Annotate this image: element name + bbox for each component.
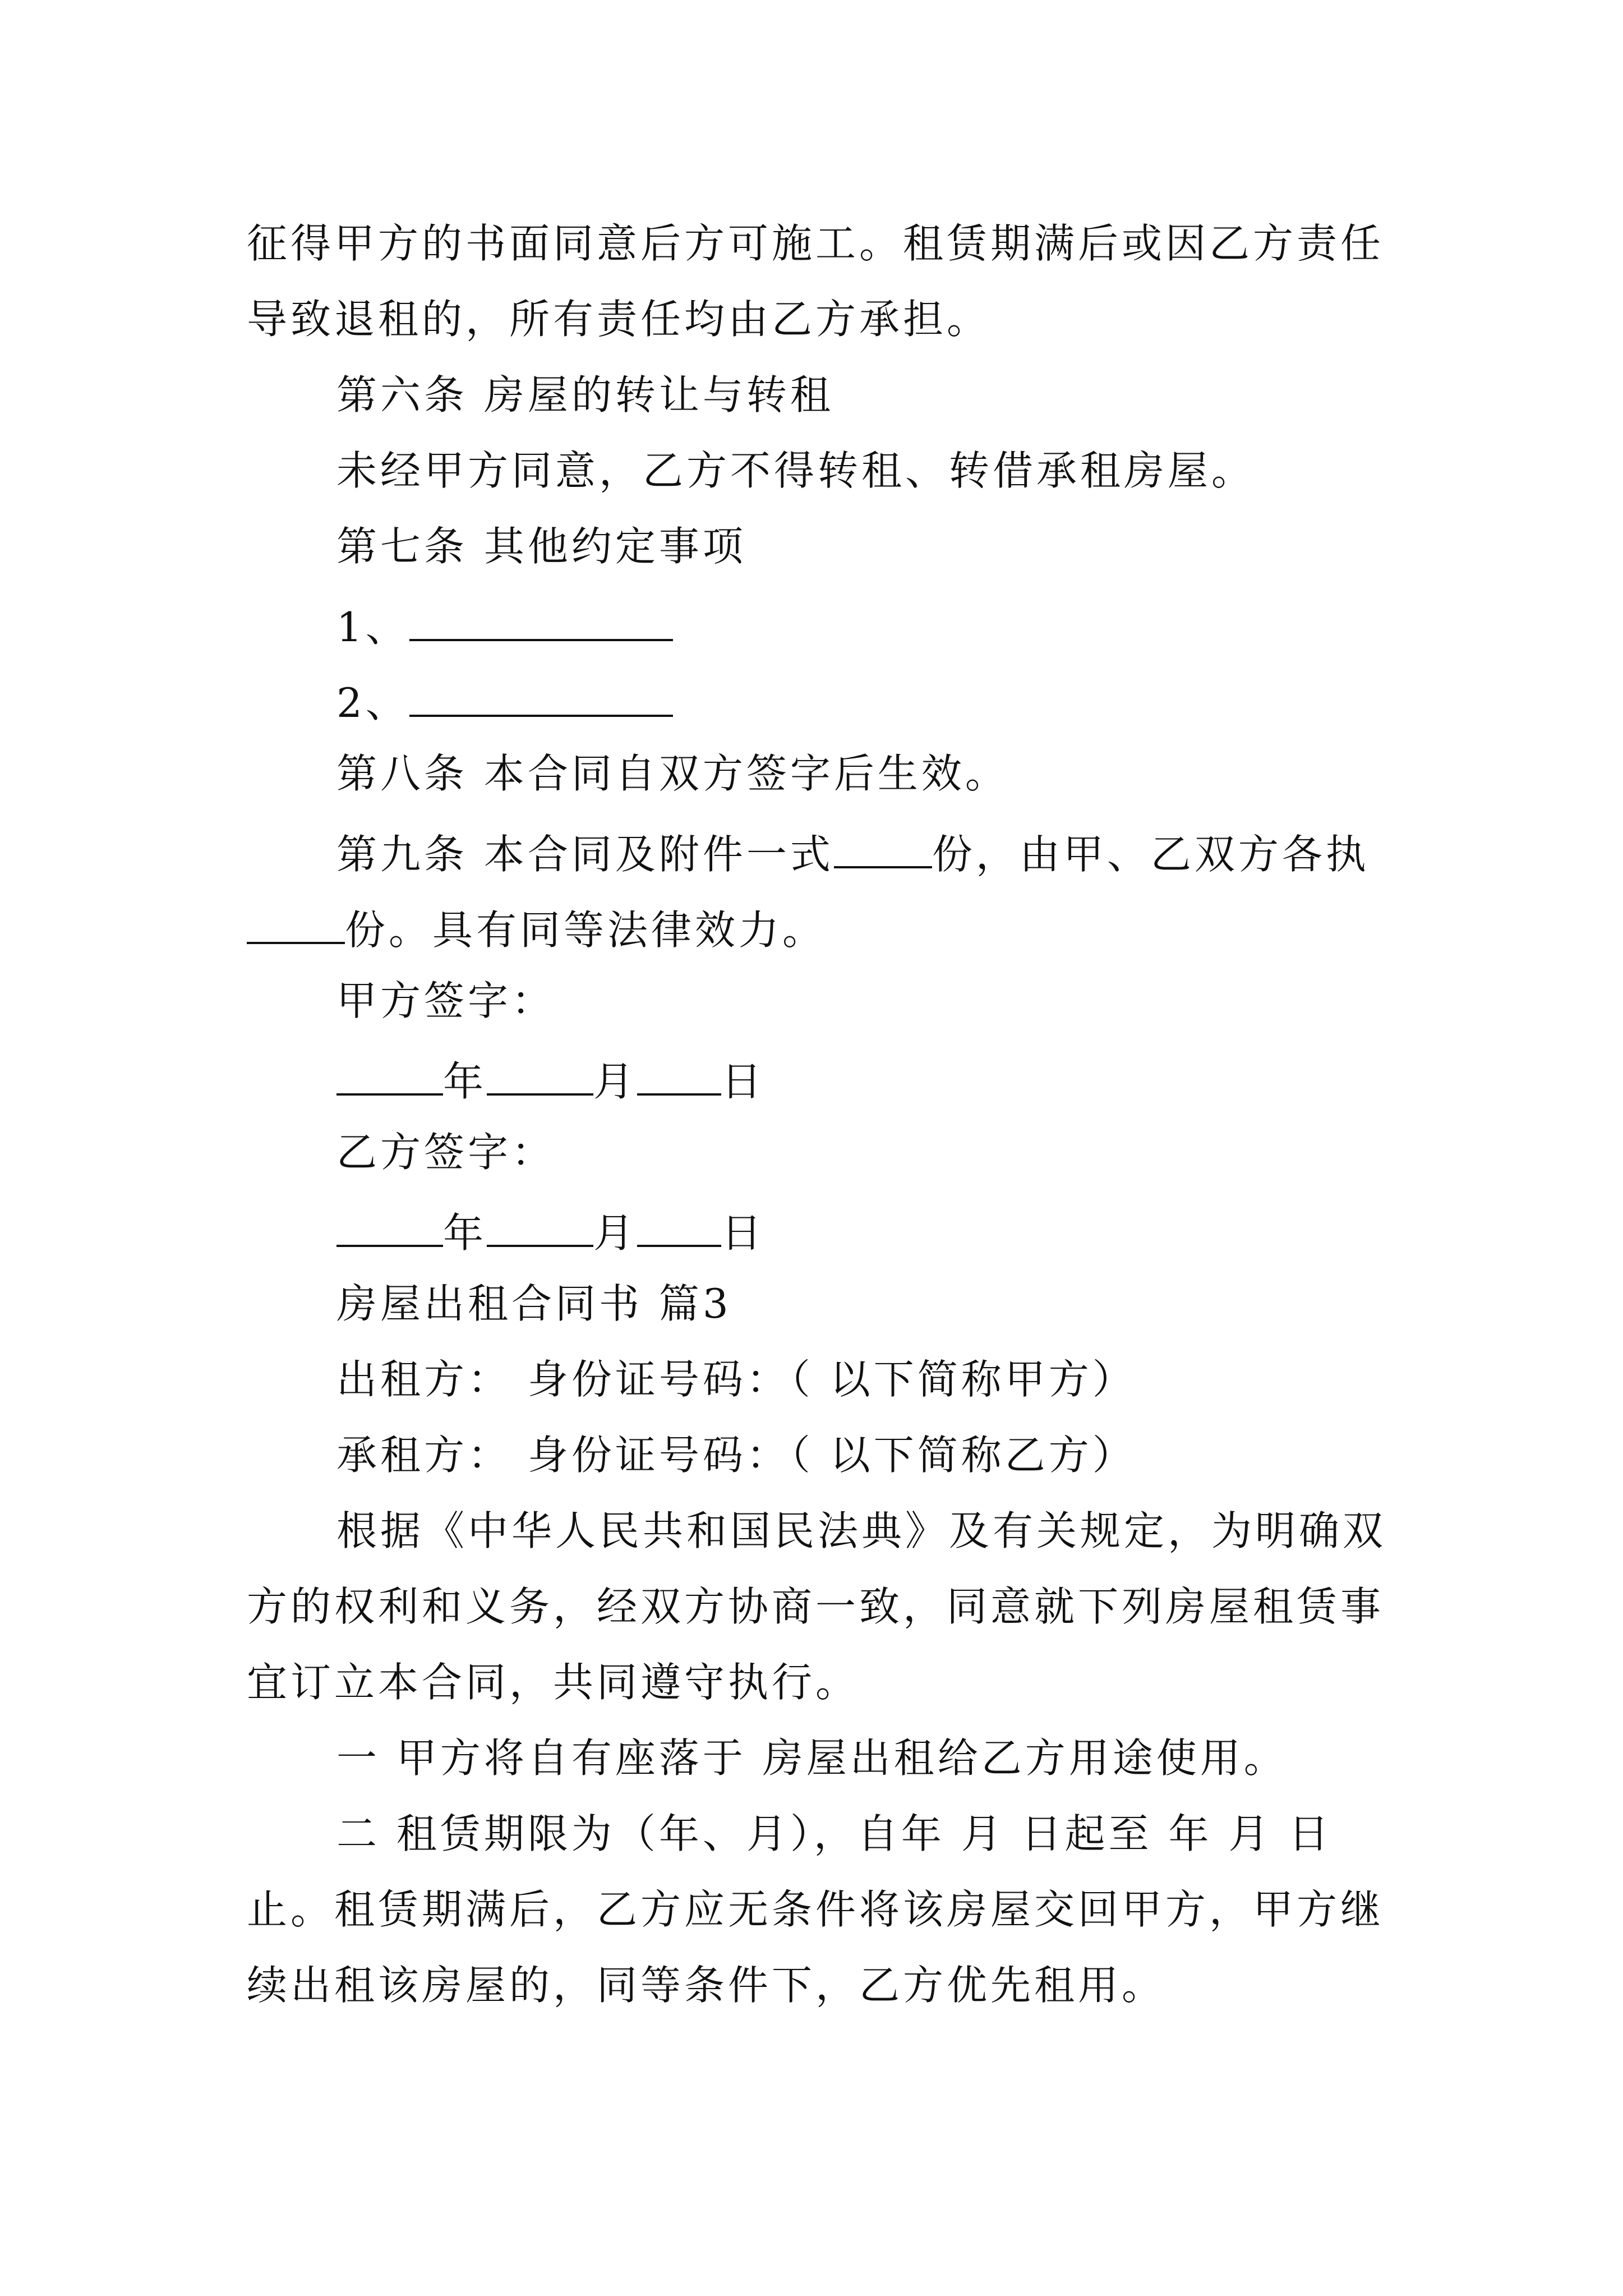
month-blank: [487, 1208, 593, 1247]
list-item: [336, 602, 1380, 651]
clause-1: 一 甲方将自有座落于 房屋出租给乙方用途使用。: [336, 1734, 1288, 1782]
fill-in-blank: [409, 678, 673, 717]
clause-2: 二 租赁期限为（年、月），自年 月 日起至 年 月 日: [336, 1810, 1332, 1857]
paragraph-line: 续出租该房屋的，同等条件下，乙方优先租用。: [247, 1962, 1166, 2009]
list-item: [336, 678, 1380, 726]
section-title: 房屋出租合同书 篇3: [336, 1280, 732, 1327]
list-item-number: 1、: [336, 604, 409, 651]
lessee-line: 承租方： 身份证号码：（ 以下简称乙方）: [336, 1432, 1136, 1479]
paragraph-line: 宜订立本合同，共同遵守执行。: [247, 1659, 860, 1706]
paragraph-line: 止。租赁期满后，乙方应无条件将该房屋交回甲方，甲方继: [247, 1886, 1385, 1933]
article-7-heading: 第七条 其他约定事项: [336, 523, 746, 570]
day-blank: [637, 1056, 721, 1096]
paragraph-line: 方的权利和义务，经双方协商一致，同意就下列房屋租赁事: [247, 1583, 1385, 1630]
paragraph-line: 征得甲方的书面同意后方可施工。租赁期满后或因乙方责任: [247, 220, 1385, 267]
day-label: 日: [721, 1209, 766, 1257]
party-a-date: [336, 1056, 1380, 1105]
article-9-text: 份，由甲、乙双方各执: [932, 831, 1370, 878]
article-8: 第八条 本合同自双方签字后生效。: [336, 750, 1009, 797]
month-label: 月: [593, 1058, 638, 1105]
year-label: 年: [443, 1058, 487, 1105]
lessor-line: 出租方： 身份证号码：（ 以下简称甲方）: [336, 1356, 1136, 1403]
party-a-signature-label: 甲方签字：: [336, 977, 556, 1024]
month-blank: [487, 1056, 593, 1096]
fill-in-blank: [834, 829, 932, 868]
day-blank: [637, 1208, 721, 1247]
article-9-text: 份。具有同等法律效力。: [345, 907, 827, 954]
year-label: 年: [443, 1209, 487, 1257]
paragraph-line: 未经甲方同意，乙方不得转租、转借承租房屋。: [336, 447, 1256, 494]
article-9: [336, 829, 1380, 878]
year-blank: [336, 1208, 443, 1247]
day-label: 日: [721, 1058, 766, 1105]
party-b-date: [336, 1208, 1380, 1257]
month-label: 月: [593, 1209, 638, 1257]
year-blank: [336, 1056, 443, 1096]
list-item-number: 2、: [336, 679, 409, 726]
fill-in-blank: [409, 602, 673, 641]
paragraph-line: 导致退租的，所有责任均由乙方承担。: [247, 296, 991, 343]
article-9-text: 第九条 本合同及附件一式: [336, 831, 834, 878]
fill-in-blank: [247, 905, 345, 944]
article-6-heading: 第六条 房屋的转让与转租: [336, 371, 834, 418]
paragraph-line: 根据《中华人民共和国民法典》及有关规定，为明确双: [336, 1507, 1387, 1554]
paragraph-line: [247, 905, 1380, 954]
party-b-signature-label: 乙方签字：: [336, 1129, 556, 1176]
